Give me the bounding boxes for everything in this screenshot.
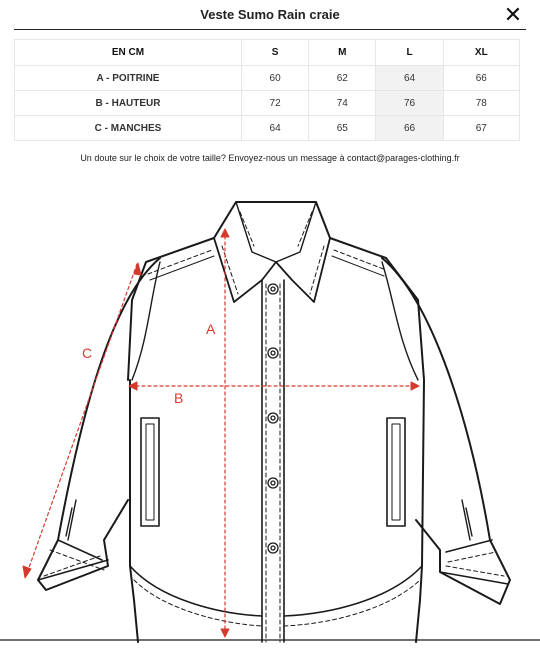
table-cell: 78 (443, 91, 519, 116)
right-sleeve-slit (462, 500, 472, 540)
table-cell: 64 (376, 66, 443, 91)
table-cell: 76 (376, 91, 443, 116)
jacket-illustration (0, 188, 540, 643)
header-divider (14, 29, 526, 30)
table-cell: 72 (242, 91, 309, 116)
measure-label-a: A (206, 321, 216, 337)
table-cell: 66 (443, 66, 519, 91)
placket-stitch (266, 284, 280, 642)
table-cell: 65 (309, 116, 376, 141)
size-table (14, 39, 520, 141)
measure-label-b: B (174, 390, 184, 406)
hem-stitch (134, 580, 420, 626)
table-cell: 62 (309, 66, 376, 91)
left-pocket-inner (146, 424, 154, 520)
row-label-sleeves: C - MANCHES (15, 116, 242, 141)
table-row (15, 91, 520, 116)
table-cell: 60 (242, 66, 309, 91)
unit-header: EN CM (15, 40, 242, 66)
modal-header (0, 0, 540, 30)
right-pocket-inner (392, 424, 400, 520)
table-cell: 67 (443, 116, 519, 141)
size-table-header (15, 40, 520, 66)
table-row (15, 66, 520, 91)
size-header-m: M (309, 40, 376, 66)
size-header-xl: XL (443, 40, 519, 66)
table-cell: 66 (376, 116, 443, 141)
measure-line-c (26, 264, 137, 576)
right-armhole-seam (382, 262, 418, 380)
left-sleeve-slit (66, 500, 76, 540)
size-header-s: S (242, 40, 309, 66)
left-pocket (141, 418, 159, 526)
size-help-note (0, 153, 540, 163)
hem-curve (130, 566, 422, 616)
size-help-text: Un doute sur le choix de votre taille? Envoyez-nous un message à (80, 153, 347, 163)
row-label-chest: A - POITRINE (15, 66, 242, 91)
button-icon (268, 284, 278, 553)
size-header-l: L (376, 40, 443, 66)
collar-outline (214, 238, 330, 302)
right-pocket (387, 418, 405, 526)
left-armhole-seam (132, 262, 160, 380)
table-cell: 64 (242, 116, 309, 141)
jacket-diagram (0, 188, 540, 643)
close-icon[interactable]: ✕ (503, 2, 523, 27)
measure-label-c: C (82, 345, 93, 361)
placket (262, 280, 284, 642)
row-label-height: B - HAUTEUR (15, 91, 242, 116)
contact-email-link[interactable]: contact@parages-clothing.fr (346, 153, 460, 163)
table-row (15, 116, 520, 141)
table-cell: 74 (309, 91, 376, 116)
right-cuff-stitch (446, 552, 504, 576)
modal-title: Veste Sumo Rain craie (200, 7, 340, 22)
